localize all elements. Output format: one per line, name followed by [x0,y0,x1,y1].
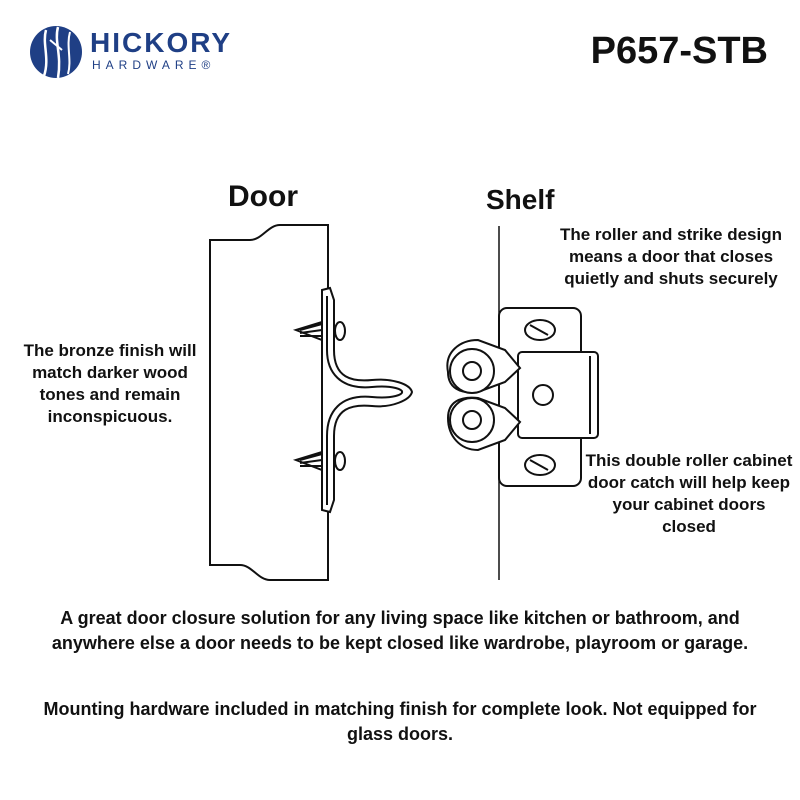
roller-catch [447,308,598,486]
hardware-paragraph: Mounting hardware included in matching finish for complete look. Not equipped for glass doors. [43,699,757,744]
roller-note: The roller and strike design means a door that closes quietly and shuts securely [559,225,782,288]
brand-subtitle: HARDWARE® [92,58,216,72]
model-number: P657-STB [590,30,768,72]
shelf-label: Shelf [486,184,555,215]
catch-note: This double roller cabinet door catch will help keep your cabinet doors closed [585,451,793,536]
door-label: Door [228,180,298,213]
brand-name: HICKORY [90,27,233,58]
usage-paragraph: A great door closure solution for any living space like kitchen or bathroom, and anywhere else a door needs to be kept closed like wardrobe, playroom or garage. [51,608,749,653]
door-panel [210,225,328,580]
finish-note: The bronze finish will match darker wood tones and remain inconspicuous. [23,341,197,426]
